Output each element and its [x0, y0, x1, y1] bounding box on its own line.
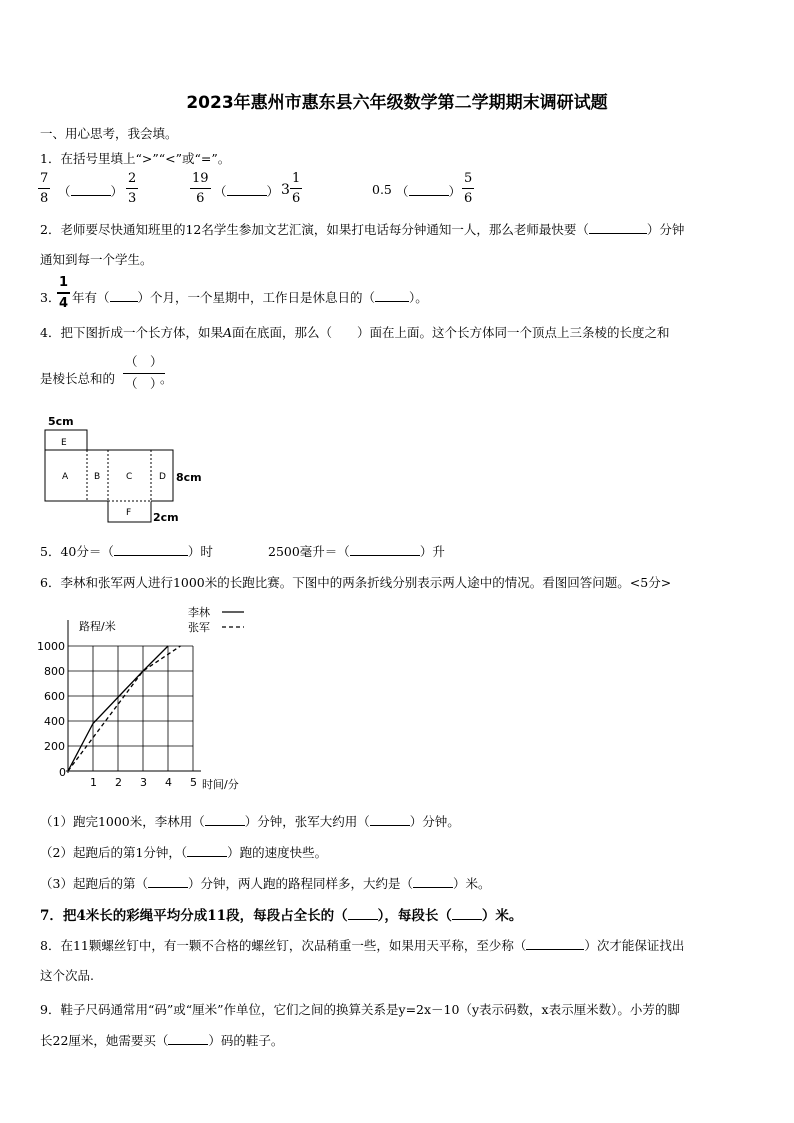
question-7: 7．把4米长的彩绳平均分成11段，每段占全长的（ ），每段长（ ）米。: [40, 908, 523, 924]
question-6-sub3: （3）起跑后的第（ ）分钟，两人跑的路程同样多，大约是（ ）米。: [40, 876, 491, 891]
mixed-whole: 3: [281, 182, 290, 198]
question-8-text-cont: 这个次品.: [40, 968, 94, 983]
face-f-label: F: [126, 508, 132, 518]
page-title: 2023年惠州市惠东县六年级数学第二学期期末调研试题: [186, 93, 608, 113]
x-tick-label: 5: [190, 776, 197, 789]
question-5a: 5．40分＝（ ）时: [40, 544, 213, 559]
question-2-text-cont: 通知到每一个学生。: [40, 252, 153, 267]
answer-blank[interactable]: （ ）: [396, 184, 462, 199]
fraction: 19 6: [192, 171, 209, 206]
face-e-label: E: [61, 438, 67, 448]
face-c-label: C: [126, 472, 133, 482]
x-tick-label: 2: [115, 776, 122, 789]
question-8-text: 8．在11颗螺丝钉中，有一颗不合格的螺丝钉，次品稍重一些，如果用天平称，至少称（ ）次才能保证找出: [40, 938, 685, 953]
face-b-label: B: [94, 472, 101, 482]
fraction: 7 8: [40, 171, 49, 206]
answer-blank[interactable]: （ ）: [214, 184, 280, 199]
y-tick-label: 800: [44, 665, 65, 678]
y-tick-label: 1000: [37, 640, 65, 653]
question-6-sub1: （1）跑完1000米，李林用（ ）分钟，张军大约用（ ）分钟。: [40, 814, 460, 829]
y-tick-label: 400: [44, 715, 65, 728]
y-tick-label: 600: [44, 690, 65, 703]
fraction-blank[interactable]: （ ） （ ）: [125, 354, 163, 391]
fraction: 2 3: [128, 171, 137, 206]
y-axis-label: 路程/米: [79, 620, 116, 633]
cuboid-net-diagram: [40, 412, 220, 527]
question-3-prefix: 3．: [40, 290, 61, 305]
x-tick-label: 3: [140, 776, 147, 789]
fraction: 5 6: [464, 171, 473, 206]
question-9-text-cont: 长22厘米，她需要买（ ）码的鞋子。: [40, 1033, 284, 1048]
answer-blank[interactable]: （ ）: [58, 184, 124, 199]
legend-lilin: 李林: [188, 606, 210, 619]
origin-label: 0: [59, 766, 66, 779]
net-depth-label: 2cm: [153, 511, 179, 524]
question-6-text: 6．李林和张军两人进行1000米的长跑比赛。下图中的两条折线分别表示两人途中的情况。看图回答问题。<5分>: [40, 575, 672, 590]
face-a-label: A: [62, 472, 69, 482]
question-4-text-cont: 是棱长总和的: [40, 371, 116, 386]
question-2-text: 2．老师要尽快通知班里的12名学生参加文艺汇演，如果打电话每分钟通知一人，那么老师最快要（ ）分钟: [40, 222, 685, 237]
fraction: 1 6: [292, 171, 301, 206]
net-height-label: 8cm: [176, 471, 202, 484]
decimal-value: 0.5: [372, 182, 392, 197]
question-4-text: 4．把下图折成一个长方体，如果A面在底面，那么（ ）面在上面。这个长方体同一个顶点上三条棱的长度之和: [40, 325, 670, 340]
net-width-label: 5cm: [48, 415, 74, 428]
question-1-text: 1．在括号里填上“>”“<”或“=”。: [40, 151, 231, 166]
question-9-text: 9．鞋子尺码通常用“码”或“厘米”作单位，它们之间的换算关系是y=2x－10（y表示码数，x表示厘米数）。小芳的脚: [40, 1002, 680, 1017]
series-line-zhangjun: [68, 646, 181, 771]
x-axis-label: 时间/分: [202, 778, 239, 791]
question-4-period: 。: [160, 371, 173, 386]
y-tick-label: 200: [44, 740, 65, 753]
fraction: 1 4: [59, 275, 69, 311]
x-tick-label: 4: [165, 776, 172, 789]
race-line-chart: [36, 600, 266, 800]
legend-zhangjun: 张军: [188, 621, 210, 634]
question-3-text: 年有（ ）个月，一个星期中，工作日是休息日的（ ）。: [72, 290, 428, 305]
face-d-label: D: [159, 472, 166, 482]
x-tick-label: 1: [90, 776, 97, 789]
section-heading: 一、用心思考，我会填。: [40, 126, 178, 141]
question-6-sub2: （2）起跑后的第1分钟，（ ）跑的速度快些。: [40, 845, 328, 860]
question-5b: 2500毫升＝（ ）升: [268, 544, 445, 559]
